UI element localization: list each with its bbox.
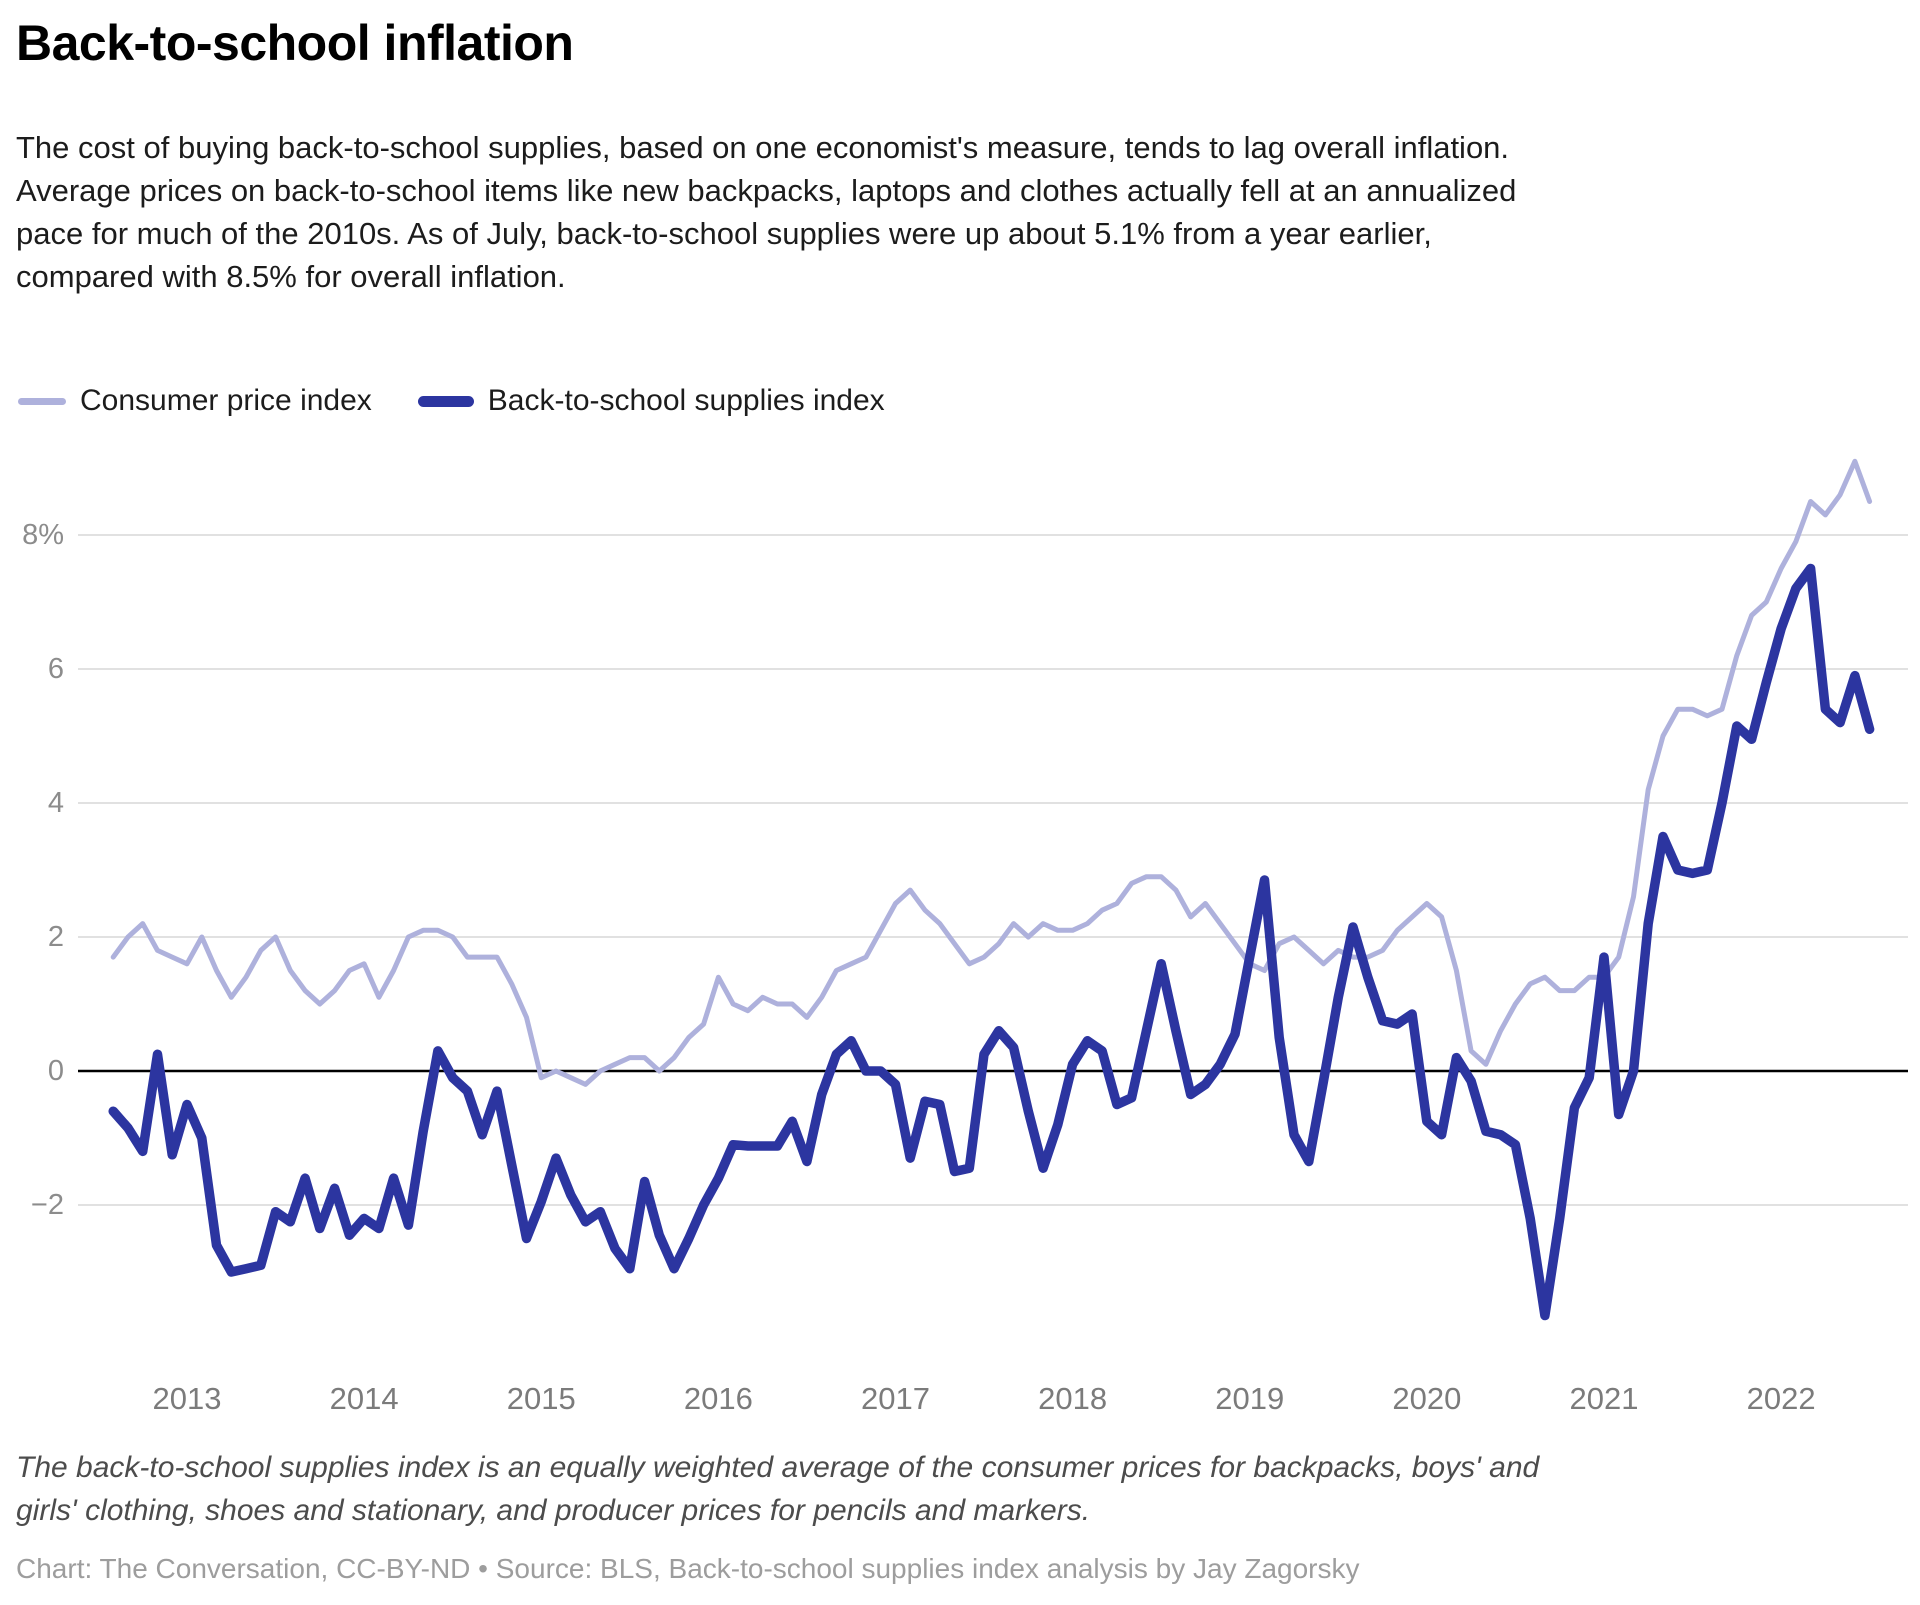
x-tick-label-2015: 2015 xyxy=(506,1381,576,1416)
y-tick-label-8: 8% xyxy=(22,519,64,551)
legend-label-cpi: Consumer price index xyxy=(80,384,372,417)
legend-label-bts: Back-to-school supplies index xyxy=(487,384,885,417)
x-tick-label-2014: 2014 xyxy=(329,1381,399,1416)
y-tick-label-4: 4 xyxy=(47,787,64,819)
x-tick-label-2018: 2018 xyxy=(1038,1381,1108,1416)
x-tick-label-2022: 2022 xyxy=(1746,1381,1816,1416)
y-tick-label-2: 2 xyxy=(47,921,64,953)
y-tick-label-6: 6 xyxy=(47,653,64,685)
x-tick-label-2013: 2013 xyxy=(152,1381,222,1416)
footnote: The back-to-school supplies index is an equally weighted average of the consumer prices for backpacks, boys' and girls' clothing, shoes and stationary, and producer prices for pencils and markers. xyxy=(16,1451,1540,1527)
x-tick-label-2019: 2019 xyxy=(1215,1381,1285,1416)
y-tick-label--2: −2 xyxy=(30,1189,64,1221)
x-tick-label-2017: 2017 xyxy=(860,1381,930,1416)
bts-series-line[interactable] xyxy=(113,569,1869,1316)
intro-text: The cost of buying back-to-school supplies, based on one economist's measure, tends to lag overall inflation. Average prices on back-to-school items like new backpacks, laptops and clothes actually fell at an annualized pace for much of the 2010s. As of July, back-to-school supplies were up about 5.1% from a year earlier, compared with 8.5% for overall inflation. xyxy=(16,130,1517,294)
x-tick-label-2021: 2021 xyxy=(1569,1381,1639,1416)
page-title: Back-to-school inflation xyxy=(16,15,574,71)
credit-line: Chart: The Conversation, CC-BY-ND • Source: BLS, Back-to-school supplies index analysis by Jay Zagorsky xyxy=(16,1553,1360,1584)
y-tick-label-0: 0 xyxy=(47,1055,64,1087)
x-tick-label-2020: 2020 xyxy=(1392,1381,1462,1416)
x-tick-label-2016: 2016 xyxy=(683,1381,753,1416)
